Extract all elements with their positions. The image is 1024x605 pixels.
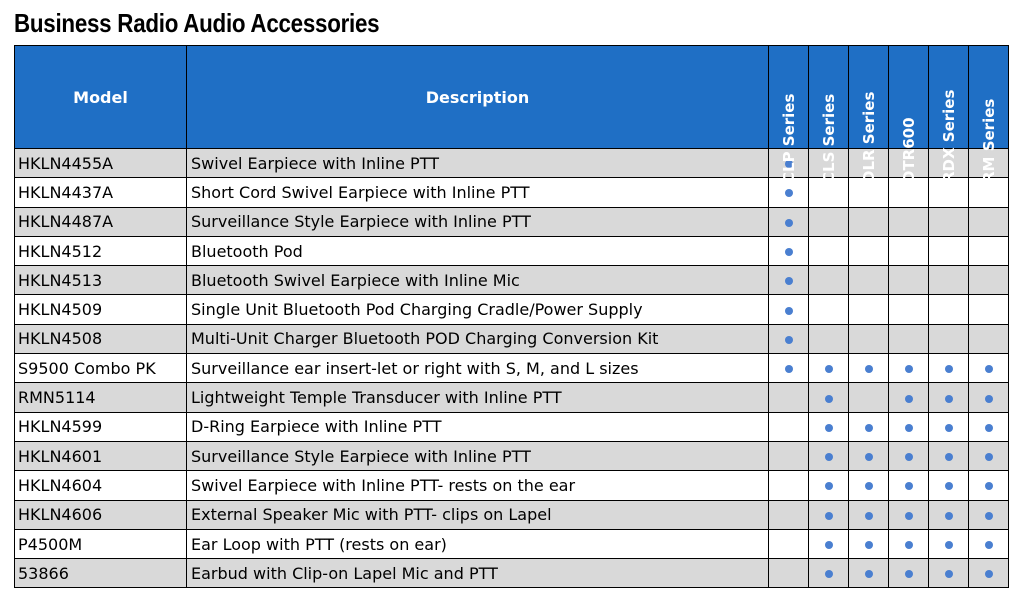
compat-cell xyxy=(969,354,1009,383)
compat-cell xyxy=(809,266,849,295)
model-cell: P4500M xyxy=(15,529,187,558)
compat-cell xyxy=(969,471,1009,500)
compat-dot-icon xyxy=(905,482,913,490)
compat-cell xyxy=(769,471,809,500)
compat-cell xyxy=(969,236,1009,265)
description-cell: Surveillance Style Earpiece with Inline PTT xyxy=(187,441,769,470)
compat-cell xyxy=(809,324,849,353)
compat-cell xyxy=(889,441,929,470)
compat-dot-icon xyxy=(905,365,913,373)
compat-cell xyxy=(889,412,929,441)
table-row xyxy=(15,471,1009,500)
compat-dot-icon xyxy=(785,248,793,256)
compat-cell xyxy=(769,383,809,412)
compat-cell xyxy=(809,559,849,588)
compat-dot-icon xyxy=(865,365,873,373)
compat-dot-icon xyxy=(905,512,913,520)
compat-dot-icon xyxy=(985,570,993,578)
compat-dot-icon xyxy=(785,365,793,373)
compat-dot-icon xyxy=(985,482,993,490)
page-title: Business Radio Audio Accessories xyxy=(14,8,380,38)
compat-cell xyxy=(929,500,969,529)
table-row xyxy=(15,354,1009,383)
model-cell: HKLN4601 xyxy=(15,441,187,470)
compat-cell xyxy=(929,441,969,470)
table-row xyxy=(15,383,1009,412)
compat-cell xyxy=(889,471,929,500)
compat-cell xyxy=(929,529,969,558)
compat-cell xyxy=(769,441,809,470)
compat-cell xyxy=(809,441,849,470)
compat-cell xyxy=(849,529,889,558)
compat-cell xyxy=(889,529,929,558)
compat-dot-icon xyxy=(985,453,993,461)
model-cell: HKLN4606 xyxy=(15,500,187,529)
compat-cell xyxy=(969,500,1009,529)
compat-dot-icon xyxy=(785,336,793,344)
compat-cell xyxy=(889,295,929,324)
table-row xyxy=(15,559,1009,588)
description-cell: Lightweight Temple Transducer with Inline PTT xyxy=(187,383,769,412)
description-cell: Bluetooth Swivel Earpiece with Inline Mic xyxy=(187,266,769,295)
description-cell: Multi-Unit Charger Bluetooth POD Charging Conversion Kit xyxy=(187,324,769,353)
model-cell: HKLN4437A xyxy=(15,178,187,207)
compat-cell xyxy=(849,207,889,236)
compat-cell xyxy=(969,207,1009,236)
compat-cell xyxy=(969,295,1009,324)
compat-cell xyxy=(889,266,929,295)
model-cell: HKLN4508 xyxy=(15,324,187,353)
header-series-dtr600 xyxy=(889,46,929,183)
compat-cell xyxy=(849,324,889,353)
compat-cell xyxy=(969,559,1009,588)
header-model: Model xyxy=(15,46,187,149)
compat-cell xyxy=(849,412,889,441)
model-cell: HKLN4513 xyxy=(15,266,187,295)
compat-cell xyxy=(889,559,929,588)
model-cell: HKLN4604 xyxy=(15,471,187,500)
accessories-table xyxy=(14,45,1009,588)
compat-dot-icon xyxy=(865,541,873,549)
header-series-rm xyxy=(969,46,1009,183)
compat-dot-icon xyxy=(785,219,793,227)
compat-cell xyxy=(769,236,809,265)
model-cell: HKLN4487A xyxy=(15,207,187,236)
compat-dot-icon xyxy=(825,512,833,520)
compat-cell xyxy=(969,383,1009,412)
compat-dot-icon xyxy=(985,424,993,432)
model-cell: 53866 xyxy=(15,559,187,588)
table-row xyxy=(15,500,1009,529)
compat-cell xyxy=(769,266,809,295)
compat-dot-icon xyxy=(785,189,793,197)
compat-dot-icon xyxy=(945,424,953,432)
header-series-label: DLR Series xyxy=(859,91,878,183)
compat-dot-icon xyxy=(825,570,833,578)
compat-cell xyxy=(769,207,809,236)
compat-dot-icon xyxy=(945,365,953,373)
header-description: Description xyxy=(187,46,769,149)
description-cell: Short Cord Swivel Earpiece with Inline PTT xyxy=(187,178,769,207)
description-cell: External Speaker Mic with PTT- clips on Lapel xyxy=(187,500,769,529)
compat-dot-icon xyxy=(985,512,993,520)
compat-cell xyxy=(929,354,969,383)
description-cell: Single Unit Bluetooth Pod Charging Cradle/Power Supply xyxy=(187,295,769,324)
compat-cell xyxy=(929,471,969,500)
compat-cell xyxy=(849,559,889,588)
model-cell: HKLN4509 xyxy=(15,295,187,324)
header-series-clp xyxy=(769,46,809,183)
model-cell: HKLN4455A xyxy=(15,149,187,178)
compat-cell xyxy=(849,441,889,470)
compat-cell xyxy=(969,412,1009,441)
compat-dot-icon xyxy=(905,453,913,461)
compat-dot-icon xyxy=(865,453,873,461)
compat-dot-icon xyxy=(825,424,833,432)
description-cell: Earbud with Clip-on Lapel Mic and PTT xyxy=(187,559,769,588)
compat-cell xyxy=(849,383,889,412)
compat-cell xyxy=(809,354,849,383)
compat-dot-icon xyxy=(785,277,793,285)
compat-cell xyxy=(809,529,849,558)
model-cell: S9500 Combo PK xyxy=(15,354,187,383)
compat-cell xyxy=(969,441,1009,470)
compat-cell xyxy=(849,500,889,529)
compat-cell xyxy=(929,412,969,441)
compat-dot-icon xyxy=(945,482,953,490)
compat-dot-icon xyxy=(905,424,913,432)
header-series-label: RM Series xyxy=(979,98,998,183)
compat-cell xyxy=(889,500,929,529)
header-series-dlr xyxy=(849,46,889,183)
compat-cell xyxy=(929,559,969,588)
model-cell: HKLN4512 xyxy=(15,236,187,265)
table-row xyxy=(15,412,1009,441)
compat-dot-icon xyxy=(865,512,873,520)
compat-cell xyxy=(929,383,969,412)
compat-dot-icon xyxy=(985,395,993,403)
header-series-label: CLS Series xyxy=(819,93,838,183)
table-row xyxy=(15,266,1009,295)
compat-cell xyxy=(929,295,969,324)
compat-cell xyxy=(889,354,929,383)
compat-cell xyxy=(769,500,809,529)
compat-dot-icon xyxy=(865,570,873,578)
compat-cell xyxy=(809,500,849,529)
compat-dot-icon xyxy=(945,570,953,578)
compat-dot-icon xyxy=(945,453,953,461)
compat-cell xyxy=(769,295,809,324)
description-cell: Surveillance ear insert-let or right with S, M, and L sizes xyxy=(187,354,769,383)
model-cell: HKLN4599 xyxy=(15,412,187,441)
compat-cell xyxy=(769,324,809,353)
compat-dot-icon xyxy=(945,512,953,520)
table-row xyxy=(15,529,1009,558)
compat-cell xyxy=(969,266,1009,295)
compat-cell xyxy=(769,559,809,588)
description-cell: D-Ring Earpiece with Inline PTT xyxy=(187,412,769,441)
compat-cell xyxy=(969,529,1009,558)
compat-dot-icon xyxy=(985,541,993,549)
table-body xyxy=(15,149,1009,588)
compat-dot-icon xyxy=(825,541,833,549)
compat-cell xyxy=(769,529,809,558)
compat-dot-icon xyxy=(825,395,833,403)
model-cell: RMN5114 xyxy=(15,383,187,412)
compat-dot-icon xyxy=(905,395,913,403)
compat-cell xyxy=(929,324,969,353)
header-series-label: RDX Series xyxy=(939,89,958,183)
compat-dot-icon xyxy=(825,365,833,373)
compat-dot-icon xyxy=(905,570,913,578)
table-row xyxy=(15,295,1009,324)
compat-cell xyxy=(849,266,889,295)
header-row xyxy=(15,46,1009,149)
table-row xyxy=(15,236,1009,265)
header-series-label: CLP Series xyxy=(779,93,798,183)
header-series-label: DTR600 xyxy=(899,117,918,183)
compat-cell xyxy=(769,354,809,383)
compat-dot-icon xyxy=(825,453,833,461)
compat-cell xyxy=(849,295,889,324)
compat-dot-icon xyxy=(865,482,873,490)
table-row xyxy=(15,207,1009,236)
description-cell: Swivel Earpiece with Inline PTT- rests on the ear xyxy=(187,471,769,500)
compat-cell xyxy=(809,471,849,500)
description-cell: Bluetooth Pod xyxy=(187,236,769,265)
description-cell: Ear Loop with PTT (rests on ear) xyxy=(187,529,769,558)
compat-cell xyxy=(809,295,849,324)
compat-cell xyxy=(889,324,929,353)
compat-cell xyxy=(849,471,889,500)
compat-cell xyxy=(969,324,1009,353)
description-cell: Swivel Earpiece with Inline PTT xyxy=(187,149,769,178)
compat-dot-icon xyxy=(825,482,833,490)
compat-cell xyxy=(929,236,969,265)
compat-cell xyxy=(809,236,849,265)
compat-dot-icon xyxy=(785,307,793,315)
header-series-rdx xyxy=(929,46,969,183)
compat-dot-icon xyxy=(945,541,953,549)
compat-cell xyxy=(809,412,849,441)
compat-dot-icon xyxy=(865,424,873,432)
compat-cell xyxy=(849,236,889,265)
compat-cell xyxy=(889,207,929,236)
compat-cell xyxy=(769,412,809,441)
compat-cell xyxy=(809,207,849,236)
compat-cell xyxy=(889,383,929,412)
table-row xyxy=(15,441,1009,470)
compat-cell xyxy=(809,383,849,412)
compat-cell xyxy=(849,354,889,383)
compat-dot-icon xyxy=(905,541,913,549)
description-cell: Surveillance Style Earpiece with Inline PTT xyxy=(187,207,769,236)
compat-dot-icon xyxy=(985,365,993,373)
table-row xyxy=(15,324,1009,353)
header-series-cls xyxy=(809,46,849,183)
compat-cell xyxy=(929,266,969,295)
compat-cell xyxy=(929,207,969,236)
compat-dot-icon xyxy=(945,395,953,403)
compat-cell xyxy=(889,236,929,265)
